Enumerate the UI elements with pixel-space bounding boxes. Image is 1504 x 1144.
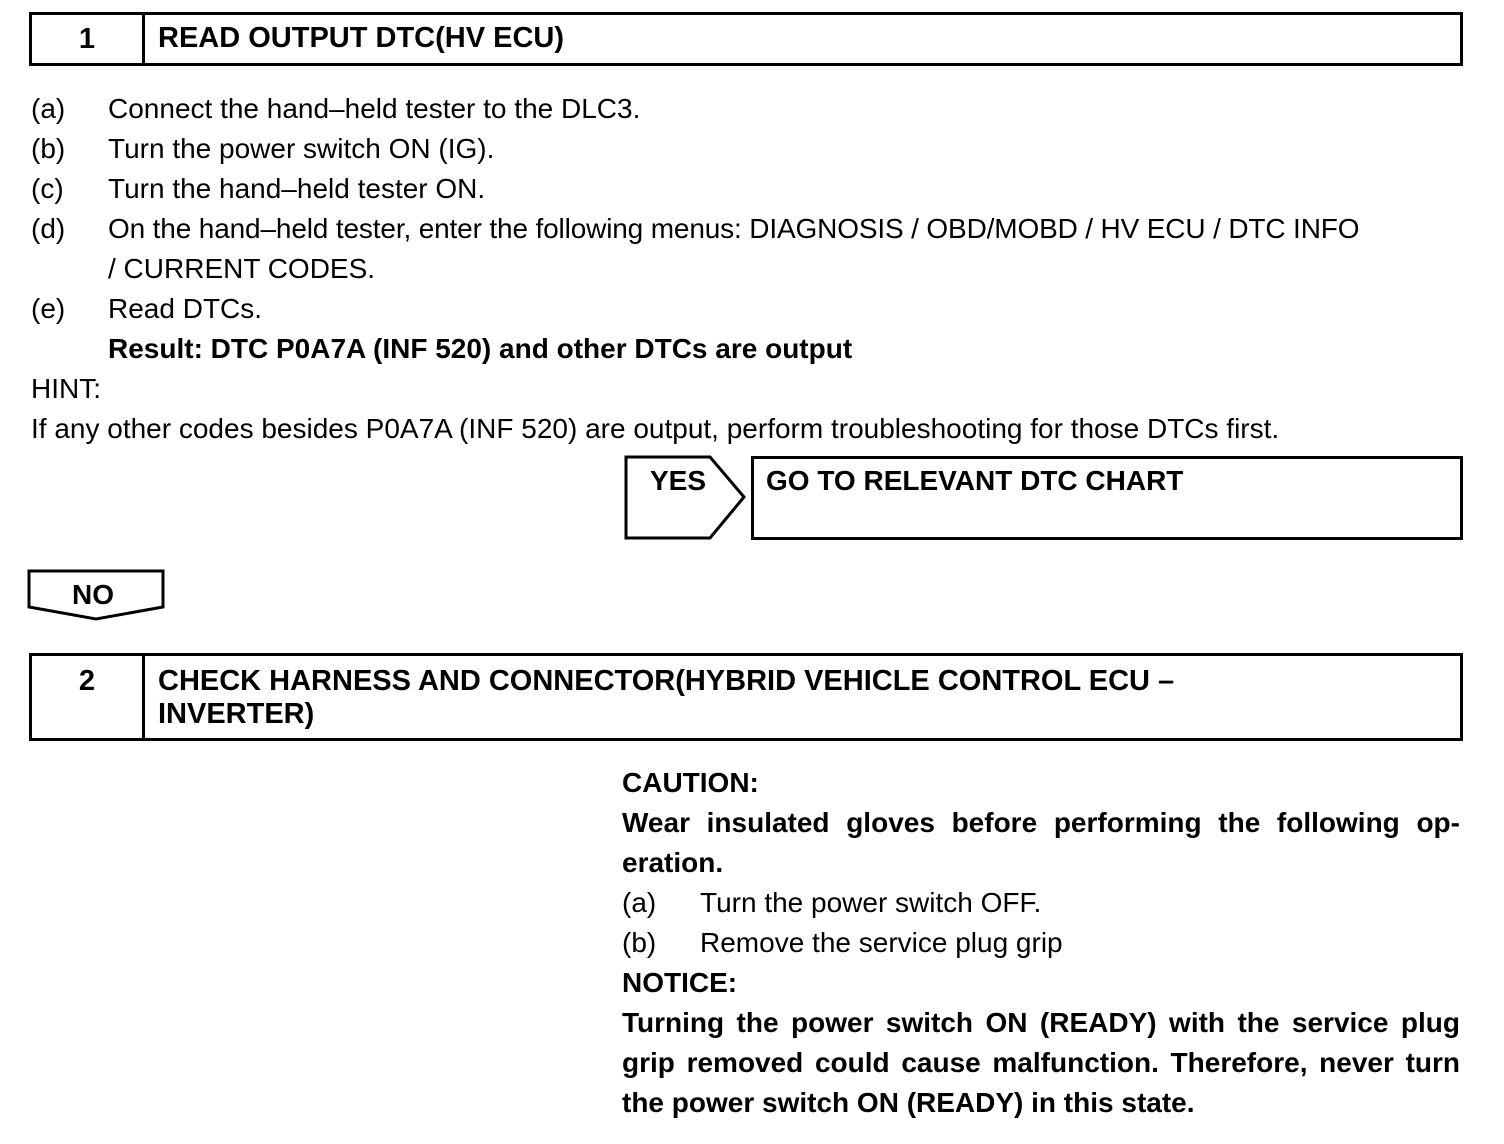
step-2-header [29,653,1463,741]
step-1-header [29,12,1463,66]
step-1-item-e-label: (e) [31,293,66,324]
hint-label: HINT: [31,373,101,404]
step-1-number: 1 [32,15,145,63]
step-2-item-b-text: Remove the service plug grip [700,927,1063,958]
yes-action-text: GO TO RELEVANT DTC CHART [766,465,1184,496]
caution-text: Wear insulated gloves before performing the following op- eration. [622,807,1460,878]
yes-label: YES [650,465,707,496]
step-2-item-a-label: (a) [622,887,657,918]
no-label: NO [72,579,114,610]
step-1-item-d-text-cont: / CURRENT CODES. [108,253,376,284]
step-1-item-d-text: On the hand–held tester, enter the following menus: DIAGNOSIS / OBD/MOBD / HV ECU / DTC INFO [108,213,1360,244]
step-1-item-d-label: (d) [31,213,66,244]
notice-text: Turning the power switch ON (READY) with the service plug grip removed could cause malfunction. Therefore, never turn the power switch ON (READY) in this state. [622,1007,1460,1118]
step-1-title: READ OUTPUT DTC(HV ECU) [158,22,564,54]
hint-text: If any other codes besides P0A7A (INF 520) are output, perform troubleshooting for those DTCs first. [31,413,1280,444]
step-1-item-b-label: (b) [31,133,66,164]
step-1-item-a-label: (a) [31,93,66,124]
step-2-item-a-text: Turn the power switch OFF. [700,887,1042,918]
step-1-item-c-text: Turn the hand–held tester ON. [108,173,486,204]
notice-label: NOTICE: [622,967,738,998]
step-1-item-b-text: Turn the power switch ON (IG). [108,133,495,164]
caution-label: CAUTION: [622,767,759,798]
step-1-item-e-text: Read DTCs. [108,293,263,324]
step-2-number: 2 [32,656,145,738]
step-1-item-a-text: Connect the hand–held tester to the DLC3. [108,93,641,124]
step-2-title-line2: INVERTER) [158,698,315,730]
step-2-item-b-label: (b) [622,927,657,958]
step-1-item-c-label: (c) [31,173,64,204]
step-1-result: Result: DTC P0A7A (INF 520) and other DTCs are output [108,333,853,364]
step-2-title-line1: CHECK HARNESS AND CONNECTOR(HYBRID VEHICLE CONTROL ECU – [158,665,1175,697]
